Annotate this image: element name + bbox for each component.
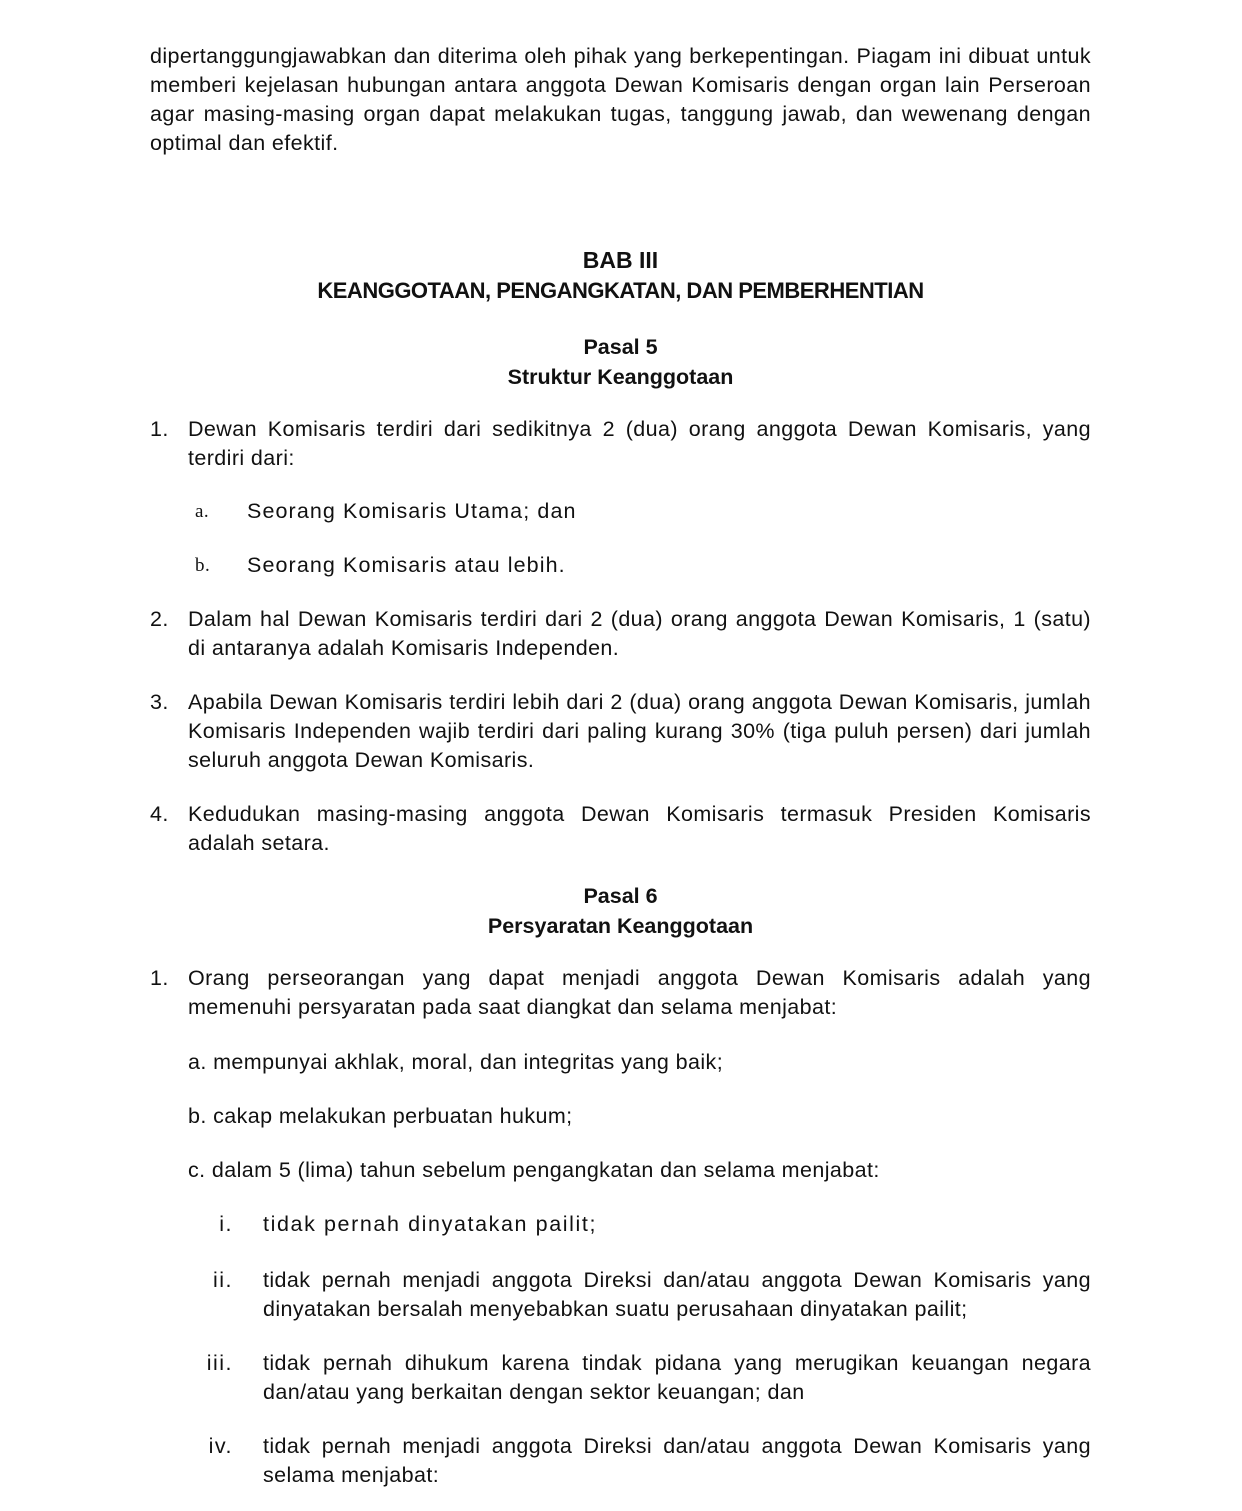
- item-text: Dewan Komisaris terdiri dari sedikitnya 2 (dua) orang anggota Dewan Komisaris, yang terdiri dari:: [188, 417, 1091, 470]
- item-number: 1.: [150, 417, 169, 441]
- item-text: Orang perseorangan yang dapat menjadi anggota Dewan Komisaris adalah yang memenuhi persyaratan pada saat diangkat dan selama menjabat:: [188, 966, 1091, 1019]
- requirement-c: c. dalam 5 (lima) tahun sebelum pengangkatan dan selama menjabat:: [188, 1158, 880, 1182]
- pasal6-title: Persyaratan Keanggotaan: [487, 914, 754, 938]
- item-text: Apabila Dewan Komisaris terdiri lebih dari 2 (dua) orang anggota Dewan Komisaris, jumlah Komisaris Independen wajib terdiri dari paling kurang 30% (tiga puluh persen) dari jumlah seluruh anggota Dewan Komisaris.: [188, 690, 1091, 772]
- roman-list-item: [150, 1432, 1091, 1490]
- item-number: 1.: [150, 966, 169, 990]
- roman-list-item: [150, 1349, 1091, 1407]
- item-text: Dalam hal Dewan Komisaris terdiri dari 2 (dua) orang anggota Dewan Komisaris, 1 (satu) di antaranya adalah Komisaris Independen.: [188, 607, 1091, 660]
- chapter-title: KEANGGOTAAN, PENGANGKATAN, DAN PEMBERHENTIAN: [317, 278, 924, 303]
- roman-text: tidak pernah menjadi anggota Direksi dan/atau anggota Dewan Komisaris yang selama menjabat:: [263, 1434, 1091, 1487]
- sub-item-letter: a.: [195, 501, 210, 522]
- roman-list-item: [150, 1266, 1091, 1324]
- roman-text: tidak pernah dihukum karena tindak pidana yang merugikan keuangan negara dan/atau yang berkaitan dengan sektor keuangan; dan: [263, 1351, 1091, 1404]
- document-page: [150, 42, 1091, 1490]
- list-item: [150, 415, 1091, 473]
- roman-number: i.: [219, 1212, 233, 1236]
- roman-text: tidak pernah dinyatakan pailit;: [263, 1212, 598, 1236]
- roman-number: ii.: [212, 1268, 233, 1292]
- list-item: [150, 964, 1091, 1022]
- item-number: 3.: [150, 690, 169, 714]
- roman-text: tidak pernah menjadi anggota Direksi dan/atau anggota Dewan Komisaris yang dinyatakan bersalah menyebabkan suatu perusahaan dinyatakan pailit;: [263, 1268, 1091, 1321]
- roman-number: iii.: [206, 1351, 233, 1375]
- pasal6-number: Pasal 6: [583, 884, 658, 908]
- item-number: 4.: [150, 802, 169, 826]
- sub-list-item: [150, 497, 1091, 526]
- list-item: [150, 688, 1091, 775]
- roman-number: iv.: [208, 1434, 233, 1458]
- list-item: [150, 605, 1091, 663]
- sub-list-item: [150, 551, 1091, 580]
- sub-item-letter: b.: [195, 555, 211, 576]
- pasal5-number: Pasal 5: [583, 335, 658, 359]
- item-text: Kedudukan masing-masing anggota Dewan Komisaris termasuk Presiden Komisaris adalah setara.: [188, 802, 1091, 855]
- pasal5-title: Struktur Keanggotaan: [507, 365, 734, 389]
- sub-item-text: Seorang Komisaris Utama; dan: [247, 499, 577, 523]
- intro-paragraph: dipertanggungjawabkan dan diterima oleh pihak yang berkepentingan. Piagam ini dibuat untuk memberi kejelasan hubungan antara anggota Dewan Komisaris dengan organ lain Perseroan agar masing-masing organ dapat melakukan tugas, tanggung jawab, dan wewenang dengan optimal dan efektif.: [150, 44, 1091, 155]
- chapter-number: BAB III: [582, 247, 659, 273]
- requirement-b: b. cakap melakukan perbuatan hukum;: [188, 1104, 573, 1128]
- requirement-a: a. mempunyai akhlak, moral, dan integritas yang baik;: [188, 1050, 724, 1074]
- item-number: 2.: [150, 607, 169, 631]
- roman-list-item: [150, 1210, 1091, 1239]
- sub-item-text: Seorang Komisaris atau lebih.: [247, 553, 566, 577]
- list-item: [150, 800, 1091, 858]
